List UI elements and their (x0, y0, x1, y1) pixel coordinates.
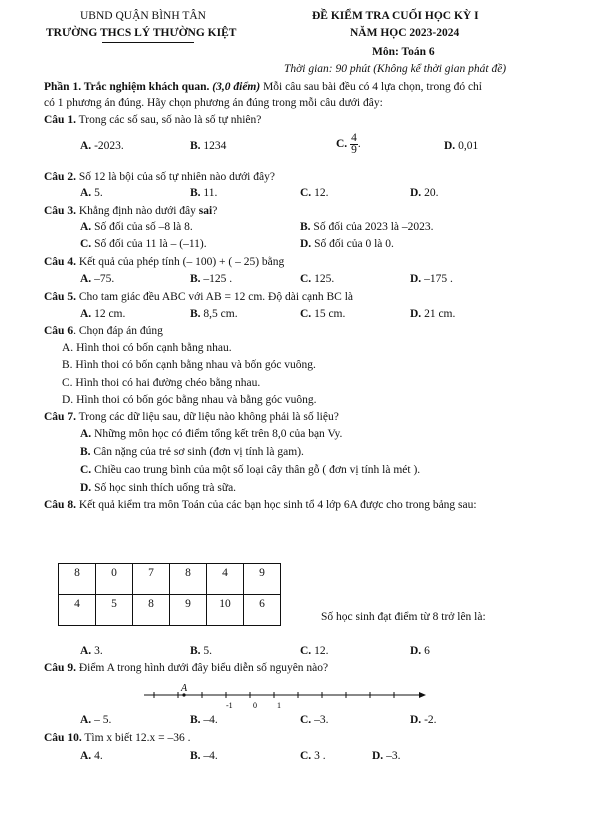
number-line (140, 680, 430, 712)
table-cell: 4 (207, 564, 244, 595)
scores-table (58, 563, 281, 626)
q9-option-b[interactable]: B. –4. (190, 714, 218, 726)
q9-option-d[interactable]: D. -2. (410, 714, 437, 726)
question-3: Câu 3. Khẳng định nào dưới đây sai? (44, 205, 218, 217)
q9-option-a[interactable]: A. – 5. (80, 714, 112, 726)
q7-option-c[interactable]: C. Chiều cao trung bình của một số loại cây thân gỗ ( đơn vị tính là mét ). (80, 464, 421, 476)
q3-option-d[interactable]: D. Số đối của 0 là 0. (300, 238, 394, 250)
question-4: Câu 4. Kết quả của phép tính (– 100) + ( – 25) bằng (44, 256, 285, 268)
table-cell: 7 (133, 564, 170, 595)
question-2: Câu 2. Số 12 là bội của số tự nhiên nào dưới đây? (44, 171, 275, 183)
arrow-icon (419, 692, 426, 698)
table-cell: 10 (207, 595, 244, 626)
table-cell: 9 (244, 564, 281, 595)
q1-option-b[interactable]: B. 1234 (190, 140, 227, 152)
table-cell: 5 (96, 595, 133, 626)
q6-option-b[interactable]: B. Hình thoi có bốn cạnh bằng nhau và bốn góc vuông. (62, 359, 316, 371)
table-cell: 8 (59, 564, 96, 595)
q10-option-d[interactable]: D. –3. (372, 750, 401, 762)
header-divider (102, 42, 194, 43)
subject: Môn: Toán 6 (372, 46, 435, 58)
q8-prompt: Số học sinh đạt điểm từ 8 trở lên là: (321, 611, 486, 623)
header-school: TRƯỜNG THCS LÝ THƯỜNG KIỆT (46, 27, 237, 39)
table-cell: 0 (96, 564, 133, 595)
q6-option-a[interactable]: A. Hình thoi có bốn cạnh bằng nhau. (62, 342, 232, 354)
tick-label-0: 0 (253, 701, 257, 710)
question-5: Câu 5. Cho tam giác đều ABC với AB = 12 cm. Độ dài cạnh BC là (44, 291, 353, 303)
q6-option-c[interactable]: C. Hình thoi có hai đường chéo bằng nhau. (62, 377, 261, 389)
question-7: Câu 7. Trong các dữ liệu sau, dữ liệu nào không phải là số liệu? (44, 411, 339, 423)
q4-option-c[interactable]: C. 125. (300, 273, 335, 285)
point-a-label: A (181, 683, 188, 694)
question-1: Câu 1. Trong các số sau, số nào là số tự nhiên? (44, 114, 262, 126)
q7-option-d[interactable]: D. Số học sinh thích uống trà sữa. (80, 482, 237, 494)
q6-option-d[interactable]: D. Hình thoi có bốn góc bằng nhau và bằng góc vuông. (62, 394, 317, 406)
table-row (59, 564, 281, 595)
table-row (59, 595, 281, 626)
q10-option-a[interactable]: A. 4. (80, 750, 103, 762)
q8-option-b[interactable]: B. 5. (190, 645, 213, 657)
q7-option-a[interactable]: A. Những môn học có điểm tổng kết trên 8,0 của bạn Vy. (80, 428, 343, 440)
q8-option-c[interactable]: C. 12. (300, 645, 329, 657)
q7-option-b[interactable]: B. Cân nặng của trẻ sơ sinh (đơn vị tính là gam). (80, 446, 304, 458)
q2-option-a[interactable]: A. 5. (80, 187, 103, 199)
question-8: Câu 8. Kết quả kiểm tra môn Toán của các bạn học sinh tổ 4 lớp 6A được cho trong bảng sau: (44, 499, 477, 511)
q8-option-a[interactable]: A. 3. (80, 645, 103, 657)
q3-option-a[interactable]: A. Số đối của số –8 là 8. (80, 221, 193, 233)
q4-option-d[interactable]: D. –175 . (410, 273, 453, 285)
question-10: Câu 10. Tìm x biết 12.x = –36 . (44, 732, 191, 744)
tick-label-minus-1: -1 (226, 701, 233, 710)
q2-option-c[interactable]: C. 12. (300, 187, 329, 199)
table-cell: 8 (133, 595, 170, 626)
q8-option-d[interactable]: D. 6 (410, 645, 430, 657)
question-9: Câu 9. Điểm A trong hình dưới đây biểu diễn số nguyên nào? (44, 662, 329, 674)
q2-option-b[interactable]: B. 11. (190, 187, 218, 199)
q10-option-c[interactable]: C. 3 . (300, 750, 326, 762)
q3-option-c[interactable]: C. Số đối của 11 là – (–11). (80, 238, 207, 250)
tick-label-1: 1 (277, 701, 281, 710)
q5-option-b[interactable]: B. 8,5 cm. (190, 308, 238, 320)
part1-heading: Phần 1. Trắc nghiệm khách quan. (3,0 điểm) Mỗi câu sau bài đều có 4 lựa chọn, trong đó chỉ (44, 81, 483, 93)
header-district: UBND QUẬN BÌNH TÂN (80, 10, 206, 22)
part1-instruction: có 1 phương án đúng. Hãy chọn phương án đúng trong mỗi câu dưới đây: (44, 97, 383, 109)
exam-title: ĐỀ KIỂM TRA CUỐI HỌC KỲ I (312, 10, 479, 22)
table-cell: 8 (170, 564, 207, 595)
q3-option-b[interactable]: B. Số đối của 2023 là –2023. (300, 221, 434, 233)
table-cell: 6 (244, 595, 281, 626)
q4-option-a[interactable]: A. –75. (80, 273, 115, 285)
q10-option-b[interactable]: B. –4. (190, 750, 218, 762)
q9-option-c[interactable]: C. –3. (300, 714, 329, 726)
exam-time: Thời gian: 90 phút (Không kể thời gian phát đề) (284, 63, 507, 75)
q1-option-d[interactable]: D. 0,01 (444, 140, 479, 152)
table-cell: 9 (170, 595, 207, 626)
fraction: $\frac{4}{9}$ (351, 132, 357, 156)
school-year: NĂM HỌC 2023-2024 (350, 27, 460, 39)
q5-option-a[interactable]: A. 12 cm. (80, 308, 126, 320)
q5-option-c[interactable]: C. 15 cm. (300, 308, 346, 320)
table-cell: 4 (59, 595, 96, 626)
q4-option-b[interactable]: B. –125 . (190, 273, 233, 285)
q5-option-d[interactable]: D. 21 cm. (410, 308, 456, 320)
q1-option-a[interactable]: A. -2023. (80, 140, 124, 152)
question-6: Câu 6. Chọn đáp án đúng (44, 325, 163, 337)
q2-option-d[interactable]: D. 20. (410, 187, 439, 199)
q1-option-c[interactable]: C. $\frac{4}{9}$ . (336, 132, 361, 156)
